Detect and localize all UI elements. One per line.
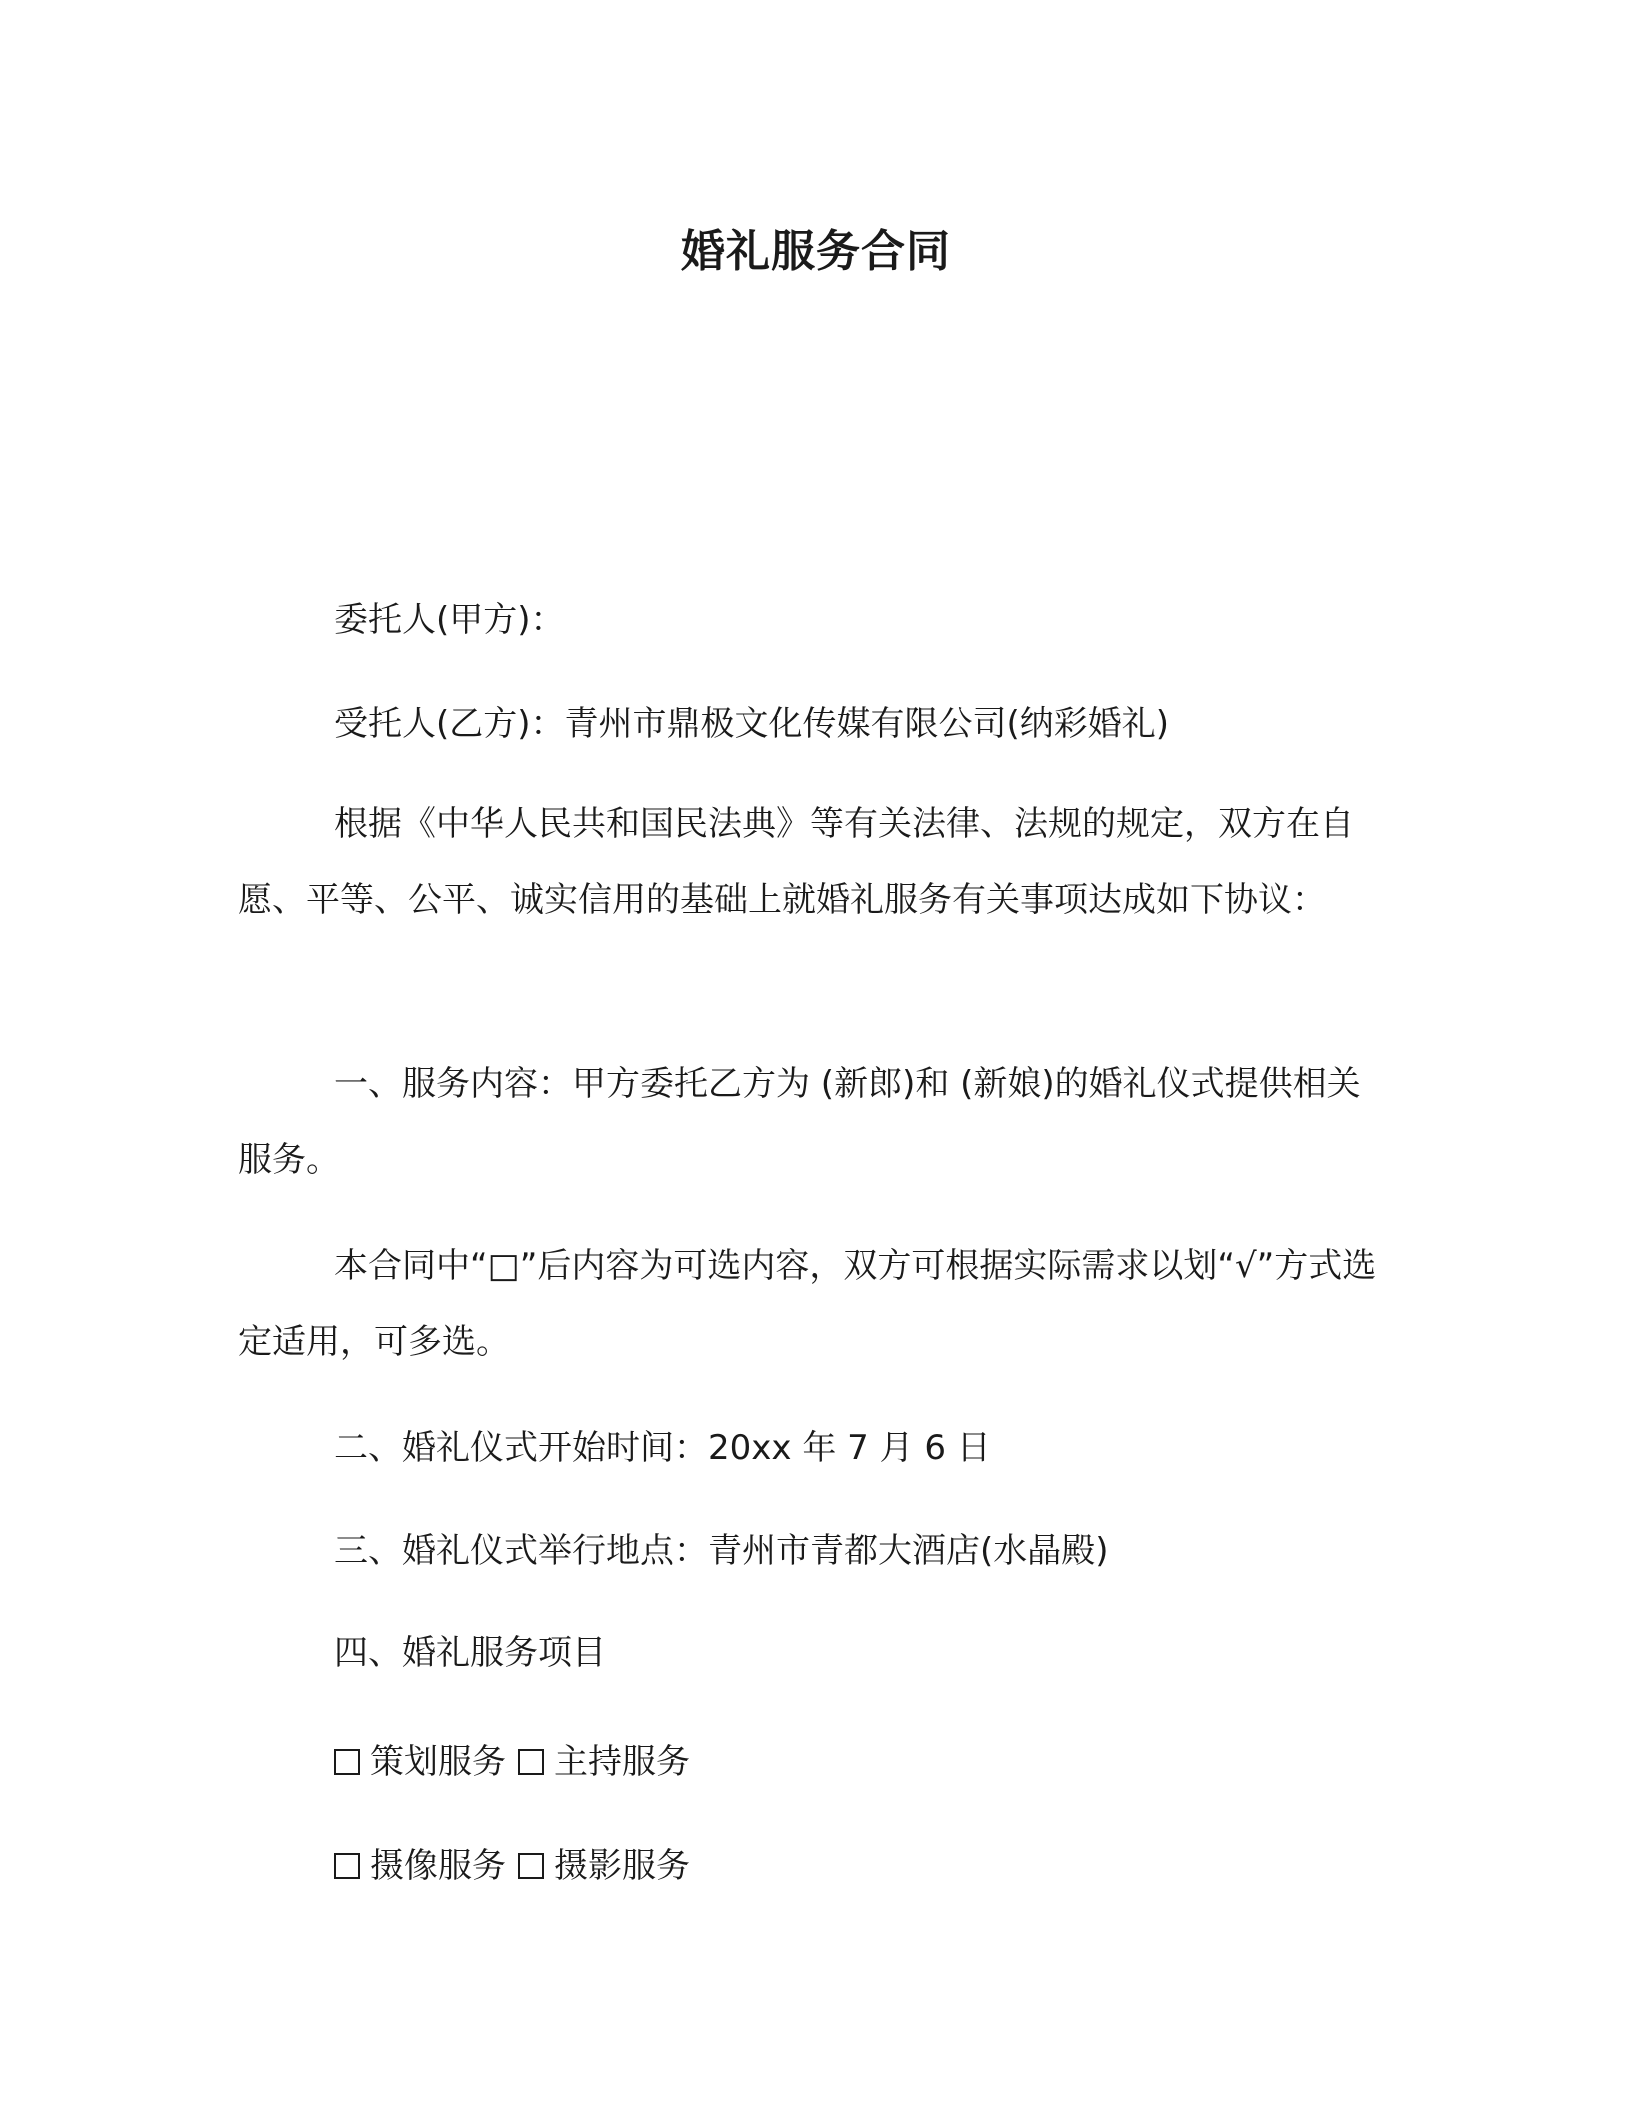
service-options-row-2: [334, 1836, 702, 1896]
party-a-line: 委托人(甲方)：: [334, 600, 565, 640]
option-hosting-label: 主持服务: [554, 1742, 690, 1782]
option-hosting[interactable]: [518, 1732, 690, 1792]
service-options-row-1: [334, 1732, 702, 1792]
option-video-label: 摄像服务: [370, 1846, 506, 1886]
document-title: 婚礼服务合同: [681, 226, 951, 277]
checkbox-video[interactable]: [334, 1853, 360, 1879]
section-3-venue: 三、婚礼仪式举行地点：青州市青都大酒店(水晶殿): [334, 1531, 1109, 1571]
section-1-service-content: 一、服务内容：甲方委托乙方为 (新郎)和 (新娘)的婚礼仪式提供相关服务。: [238, 1064, 1361, 1180]
section-4-heading: 四、婚礼服务项目: [334, 1633, 606, 1673]
checkbox-photo[interactable]: [518, 1853, 544, 1879]
option-video[interactable]: [334, 1836, 506, 1896]
optional-content-note: 本合同中“□”后内容为可选内容，双方可根据实际需求以划“√”方式选定适用，可多选。: [238, 1246, 1377, 1362]
section-2-start-time: 二、婚礼仪式开始时间：20xx 年 7 月 6 日: [334, 1428, 991, 1468]
option-planning[interactable]: [334, 1732, 506, 1792]
preamble-paragraph: 根据《中华人民共和国民法典》等有关法律、法规的规定，双方在自愿、平等、公平、诚实信用的基础上就婚礼服务有关事项达成如下协议：: [238, 804, 1354, 920]
option-photo-label: 摄影服务: [554, 1846, 690, 1886]
option-planning-label: 策划服务: [370, 1742, 506, 1782]
checkbox-planning[interactable]: [334, 1749, 360, 1775]
option-photo[interactable]: [518, 1836, 690, 1896]
checkbox-hosting[interactable]: [518, 1749, 544, 1775]
party-b-line: 受托人(乙方)：青州市鼎极文化传媒有限公司(纳彩婚礼): [334, 704, 1170, 744]
